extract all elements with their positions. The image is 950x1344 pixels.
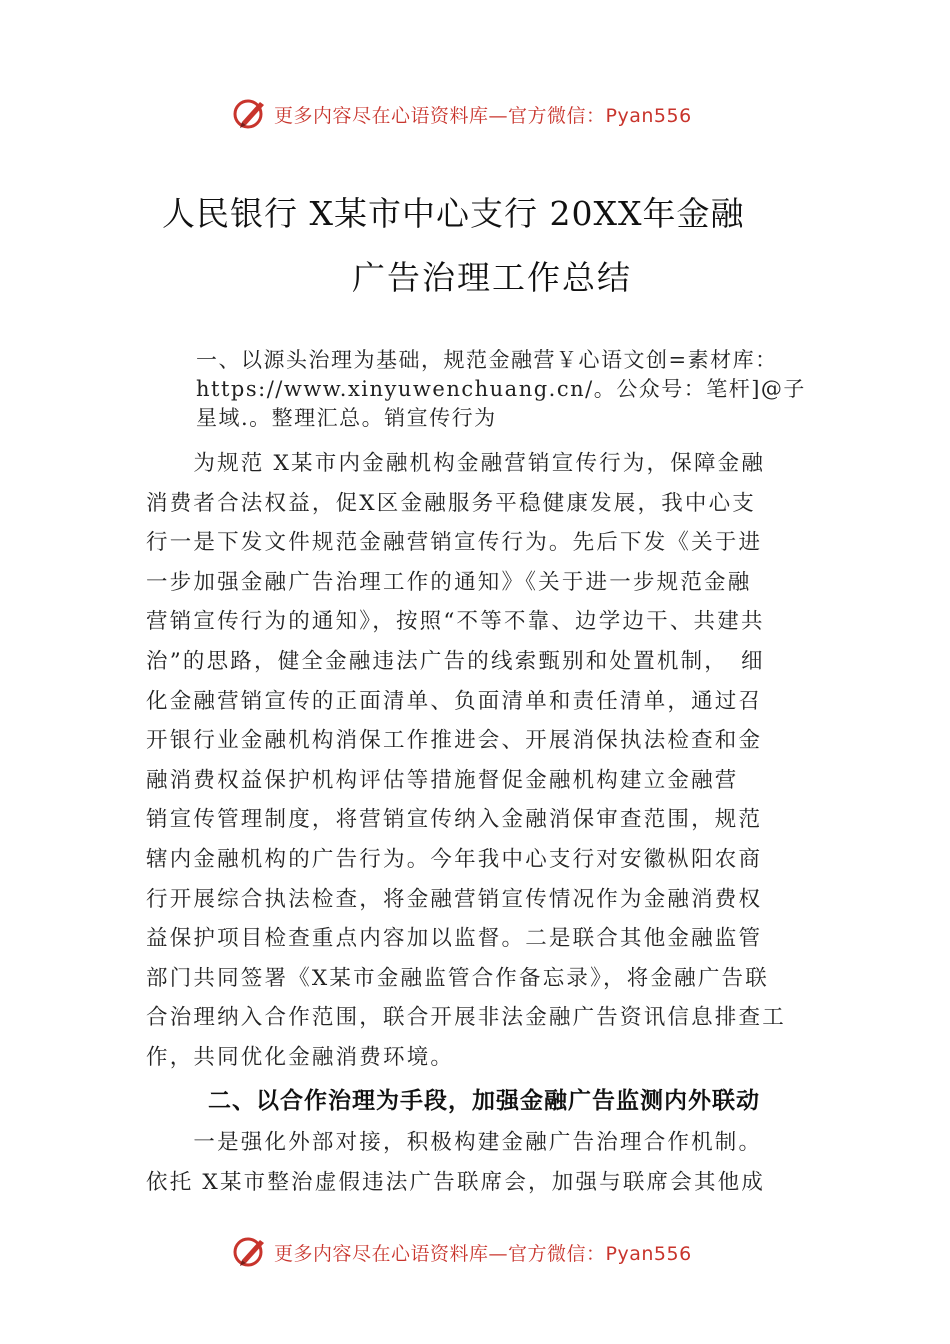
text-line: 一是强化外部对接，积极构建金融广告治理合作机制。: [146, 1130, 763, 1155]
text-line: 部门共同签署《X某市金融监管合作备忘录》，将金融广告联: [146, 965, 769, 991]
text-line: 辖内金融机构的广告行为。今年我中心支行对安徽枞阳农商: [146, 846, 763, 872]
pen-logo-icon: [232, 96, 268, 132]
text-line: 消费者合法权益，促X区金融服务平稳健康发展，我中心支: [146, 490, 757, 516]
banner-text: 更多内容尽在心语资料库—官方微信：Pyan556: [274, 1242, 692, 1265]
section-1-heading-line: 一、以源头治理为基础，规范金融营￥心语文创=素材库：: [196, 348, 778, 372]
text-line: 治”的思路，健全金融违法广告的线索甄别和处置机制， 细: [146, 648, 765, 674]
section-1-heading: [196, 346, 846, 433]
pen-logo-icon: [232, 1234, 268, 1270]
section-1-heading-line: https://www.xinyuwenchuang.cn/。公众号：笔杆]@子: [196, 377, 806, 401]
text-line: 化金融营销宣传的正面清单、负面清单和责任清单，通过召: [146, 688, 763, 714]
text-line: 开银行业金融机构消保工作推进会、开展消保执法检查和金: [146, 728, 763, 754]
text-line: 作，共同优化金融消费环境。: [146, 1044, 455, 1070]
footer-banner: [232, 1232, 692, 1272]
text-line: 一步加强金融广告治理工作的通知》《关于进一步规范金融: [146, 569, 752, 595]
section-2-heading: 二、以合作治理为手段，加强金融广告监测内外联动: [208, 1088, 760, 1114]
text-line: 行开展综合执法检查，将金融营销宣传情况作为金融消费权: [146, 886, 763, 912]
text-line: 为规范 X某市内金融机构金融营销宣传行为，保障金融: [146, 451, 766, 476]
text-line: 行一是下发文件规范金融营销宣传行为。先后下发《关于进: [146, 530, 763, 556]
header-banner: [232, 94, 692, 134]
text-line: 依托 X某市整治虚假违法广告联席会，加强与联席会其他成: [146, 1169, 766, 1195]
text-line: 融消费权益保护机构评估等措施督促金融机构建立金融营: [146, 767, 739, 793]
title-line-2: 广告治理工作总结: [352, 258, 632, 297]
banner-text: 更多内容尽在心语资料库—官方微信：Pyan556: [274, 104, 692, 127]
text-line: 合治理纳入合作范围，联合开展非法金融广告资讯信息排查工: [146, 1005, 786, 1031]
title-line-1: 人民银行 X某市中心支行 20XX年金融: [162, 194, 745, 233]
wechat-id: Pyan556: [605, 1242, 692, 1265]
paragraph-1: [146, 444, 826, 1078]
section-1-heading-line: 星域.。整理汇总。销宣传行为: [196, 406, 497, 430]
paragraph-2: [146, 1123, 826, 1202]
wechat-id: Pyan556: [605, 104, 692, 127]
text-line: 销宣传管理制度，将营销宣传纳入金融消保审查范围，规范: [146, 807, 763, 833]
text-line: 营销宣传行为的通知》，按照“不等不靠、边学边干、共建共: [146, 609, 765, 635]
text-line: 益保护项目检查重点内容加以监督。二是联合其他金融监管: [146, 926, 763, 952]
